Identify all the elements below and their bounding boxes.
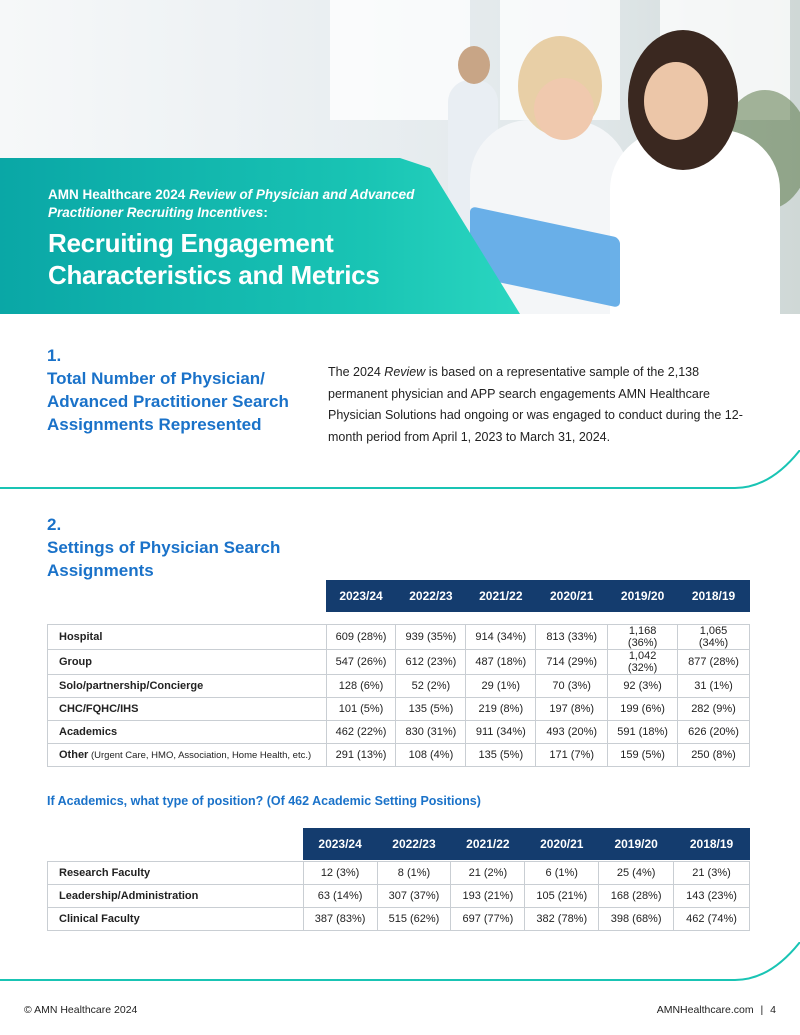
table-cell: 105 (21%) — [525, 885, 599, 908]
table-row — [48, 650, 750, 675]
section-divider-curve — [0, 450, 800, 490]
table-cell: 21 (2%) — [451, 862, 525, 885]
table-cell: 1,065 (34%) — [678, 625, 750, 650]
table-cell: 493 (20%) — [536, 721, 608, 744]
page-title: Recruiting Engagement Characteristics and Metrics — [48, 228, 380, 290]
table-cell: 6 (1%) — [525, 862, 599, 885]
row-label: Other (Urgent Care, HMO, Association, Home Health, etc.) — [48, 744, 327, 767]
row-label: Research Faculty — [48, 862, 304, 885]
column-header: 2018/19 — [674, 828, 750, 860]
table-cell: 70 (3%) — [536, 675, 608, 698]
table-cell: 108 (4%) — [396, 744, 466, 767]
table-row — [48, 908, 750, 931]
table-cell: 914 (34%) — [466, 625, 536, 650]
row-label: CHC/FQHC/IHS — [48, 698, 327, 721]
table-cell: 911 (34%) — [466, 721, 536, 744]
section-1-body: The 2024 Review is based on a representative sample of the 2,138 permanent physician and APP search engagements AMN Healthcare Physician Solutions had ongoing or was engaged to conduct during the 12-month period from April 1, 2023 to March 31, 2024. — [328, 365, 743, 444]
section-1-number: 1. — [47, 346, 62, 365]
table-cell: 487 (18%) — [466, 650, 536, 675]
page-number: 4 — [770, 1004, 776, 1016]
table-cell: 52 (2%) — [396, 675, 466, 698]
table-cell: 92 (3%) — [608, 675, 678, 698]
table-cell: 382 (78%) — [525, 908, 599, 931]
table-cell: 387 (83%) — [303, 908, 377, 931]
footer-copyright: © AMN Healthcare 2024 — [24, 1004, 138, 1016]
table-cell: 515 (62%) — [377, 908, 451, 931]
hero-banner — [0, 0, 800, 314]
table-cell: 12 (3%) — [303, 862, 377, 885]
row-label: Leadership/Administration — [48, 885, 304, 908]
table-cell: 168 (28%) — [599, 885, 674, 908]
row-label: Group — [48, 650, 327, 675]
row-label: Hospital — [48, 625, 327, 650]
table-cell: 547 (26%) — [326, 650, 396, 675]
table-cell: 813 (33%) — [536, 625, 608, 650]
table-cell: 1,042 (32%) — [608, 650, 678, 675]
table-cell: 199 (6%) — [608, 698, 678, 721]
table-cell: 135 (5%) — [466, 744, 536, 767]
row-label-note: (Urgent Care, HMO, Association, Home Health, etc.) — [88, 750, 312, 761]
table-cell: 591 (18%) — [608, 721, 678, 744]
academics-question: If Academics, what type of position? (Of 462 Academic Setting Positions) — [47, 794, 481, 808]
column-header: 2019/20 — [599, 828, 674, 860]
column-header: 2022/23 — [396, 580, 466, 612]
footer-divider-curve — [0, 942, 800, 982]
table-cell: 31 (1%) — [678, 675, 750, 698]
table-header-row — [48, 580, 750, 612]
footer-site-link[interactable]: AMNHealthcare.com — [656, 1004, 754, 1016]
settings-table — [47, 580, 750, 767]
section-1-title: Total Number of Physician/ Advanced Practitioner Search Assignments Represented — [47, 369, 289, 434]
footer-page-info — [657, 1004, 776, 1016]
table-cell: 143 (23%) — [674, 885, 750, 908]
column-header: 2023/24 — [303, 828, 377, 860]
table-cell: 29 (1%) — [466, 675, 536, 698]
table-cell: 291 (13%) — [326, 744, 396, 767]
report-subtitle: AMN Healthcare 2024 Review of Physician and Advanced Practitioner Recruiting Incentives: — [48, 187, 415, 220]
table-cell: 462 (22%) — [326, 721, 396, 744]
table-cell: 159 (5%) — [608, 744, 678, 767]
section-2-number: 2. — [47, 515, 62, 534]
table-row — [48, 675, 750, 698]
table-row — [48, 744, 750, 767]
table-cell: 282 (9%) — [678, 698, 750, 721]
section-2-title: Settings of Physician Search Assignments — [47, 538, 281, 580]
academics-table — [47, 828, 750, 931]
table-cell: 197 (8%) — [536, 698, 608, 721]
table-cell: 1,168 (36%) — [608, 625, 678, 650]
column-header: 2020/21 — [525, 828, 599, 860]
footer-separator: | — [760, 1004, 764, 1016]
table-cell: 612 (23%) — [396, 650, 466, 675]
row-label: Clinical Faculty — [48, 908, 304, 931]
table-cell: 219 (8%) — [466, 698, 536, 721]
table-cell: 939 (35%) — [396, 625, 466, 650]
table-cell: 171 (7%) — [536, 744, 608, 767]
table-cell: 398 (68%) — [599, 908, 674, 931]
table-cell: 307 (37%) — [377, 885, 451, 908]
table-cell: 250 (8%) — [678, 744, 750, 767]
row-label: Academics — [48, 721, 327, 744]
table-cell: 697 (77%) — [451, 908, 525, 931]
table-cell: 877 (28%) — [678, 650, 750, 675]
table-cell: 101 (5%) — [326, 698, 396, 721]
column-header: 2018/19 — [678, 580, 750, 612]
row-label: Solo/partnership/Concierge — [48, 675, 327, 698]
column-header: 2023/24 — [326, 580, 396, 612]
table-row — [48, 862, 750, 885]
column-header: 2021/22 — [451, 828, 525, 860]
table-row — [48, 721, 750, 744]
column-header: 2021/22 — [466, 580, 536, 612]
table-cell: 609 (28%) — [326, 625, 396, 650]
table-header-row — [48, 828, 750, 860]
table-cell: 626 (20%) — [678, 721, 750, 744]
table-cell: 193 (21%) — [451, 885, 525, 908]
table-cell: 25 (4%) — [599, 862, 674, 885]
table-row — [48, 625, 750, 650]
column-header: 2020/21 — [536, 580, 608, 612]
table-cell: 63 (14%) — [303, 885, 377, 908]
table-cell: 830 (31%) — [396, 721, 466, 744]
table-cell: 462 (74%) — [674, 908, 750, 931]
table-cell: 714 (29%) — [536, 650, 608, 675]
table-row — [48, 885, 750, 908]
table-cell: 128 (6%) — [326, 675, 396, 698]
table-row — [48, 698, 750, 721]
column-header: 2022/23 — [377, 828, 451, 860]
column-header: 2019/20 — [608, 580, 678, 612]
table-cell: 135 (5%) — [396, 698, 466, 721]
table-cell: 8 (1%) — [377, 862, 451, 885]
table-cell: 21 (3%) — [674, 862, 750, 885]
